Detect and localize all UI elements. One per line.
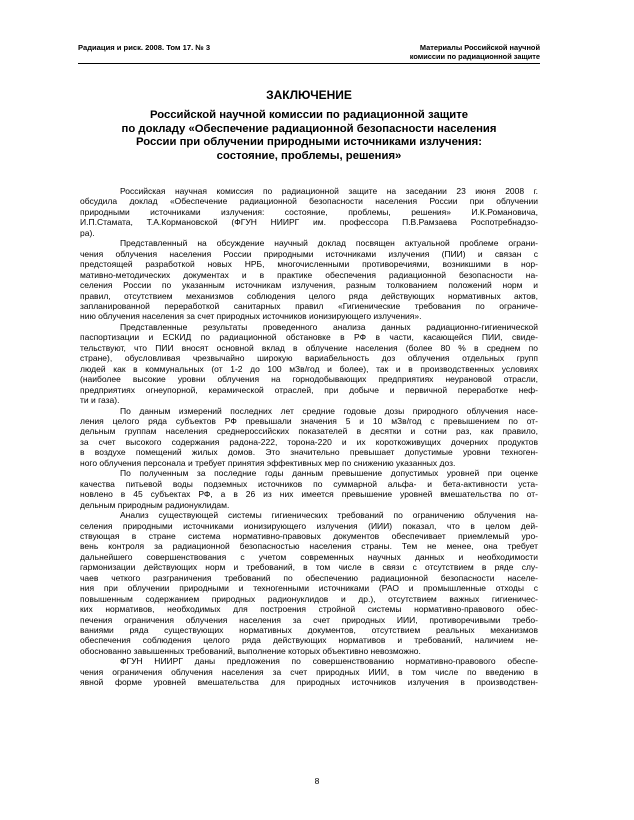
paragraph: [80, 322, 538, 406]
header-divider: [78, 63, 540, 64]
paragraph: [80, 406, 538, 469]
text-line: нию облучения населения за счет природных источников ионизирующего излучения».: [80, 311, 422, 322]
paragraph: [80, 656, 538, 687]
text-line: ФГУН НИИРГ даны предложения по совершенствованию нормативно-правового обеспе-: [120, 656, 538, 667]
paragraph: [80, 186, 538, 238]
document-title: ЗАКЛЮЧЕНИЕ: [266, 88, 352, 102]
text-line: селения России по указанным источникам излучения, разным толкованием положений норм и: [80, 280, 538, 291]
section-title-line: комиссии по радиационной защите: [409, 52, 540, 61]
text-line: Анализ существующей системы гигиенических требований по ограничению облучения на-: [120, 510, 538, 521]
text-line: паспортизации и ЕСКИД по радиационной обстановке в РФ в части, касающейся ПИИ, свиде-: [80, 332, 538, 343]
text-line: правил, отсутствием механизмов соблюдения целого ряда действующих нормативных актов,: [80, 290, 538, 301]
text-line: ти и газа).: [80, 395, 120, 406]
page-number: 8: [314, 776, 320, 786]
text-line: Российская научная комиссия по радиационной защите на заседании 23 июня 2008 г.: [120, 186, 538, 196]
text-line: чения ограничения облучения населения за счет природных ИИИ, в том числе по введению в: [80, 666, 538, 677]
text-line: дальнейшего совершенствования с учетом современных научных данных и необходимости: [80, 551, 538, 562]
text-line: стране), обусловливая чрезвычайно широкую вариабельность доз облучения отдельных групп: [80, 353, 538, 364]
text-line: Представленные результаты проведенного анализа данных радиационно-гигиенической: [120, 321, 538, 332]
text-line: природными источниками излучения: состояние, проблемы, решения» И.К.Романовича,: [80, 206, 538, 217]
text-line: чаев четкого разграничения требований по обеспечению радиационной безопасности населе-: [80, 572, 538, 583]
subtitle-line: состояние, проблемы, решения»: [216, 149, 402, 162]
text-line: обоснованно завышенных требований, выполнение которых объективно невозможно.: [80, 645, 421, 656]
text-line: людей как в коммунальных (от 1-2 до 100 мЗв/год и более), так и в производственных условиях: [80, 363, 538, 374]
text-line: гармонизации действующих норм и требований, в том числе в связи с отсутствием в ряде слу-: [80, 562, 538, 573]
text-line: предприятиях огнеупорной, керамической отраслей, при добыче и первичной переработке неф-: [80, 384, 538, 395]
text-line: явной форме уровней вмешательства для природных источников излучения в производствен-: [80, 677, 538, 688]
text-line: По данным измерений последних лет средние годовые дозы природного облучения насе-: [120, 405, 538, 416]
text-line: печения ограничения облучения населения за счет природных ИИИ, противоречивыми требо-: [80, 614, 538, 625]
text-line: (наиболее высокие уровни облучения на горнодобывающих предприятиях неурановой отрасли,: [80, 374, 538, 385]
text-line: предстоящей разработкой новых НРБ, многочисленными противоречиями, возникшими в нор-: [80, 259, 538, 270]
subtitle-line: Российской научной комиссии по радиационной защите: [149, 109, 469, 121]
text-line: дельным группам населения среднероссийских показателей в десятки и сотни раз, как правило,: [80, 426, 538, 437]
text-line: обсудила доклад «Обеспечение радиационной безопасности населения России при облучении: [80, 196, 538, 207]
text-line: ких нормативов, необходимых для построения стройной системы нормативно-правового обес-: [80, 604, 538, 615]
section-title: [410, 43, 540, 61]
text-line: ления целого ряда субъектов РФ превышали значения 5 и 10 мЗв/год с превышением по от-: [80, 415, 538, 426]
text-line: за счет высокого содержания радона-222, торона-220 и их короткоживущих дочерних продуктов: [80, 436, 538, 447]
paragraph: [80, 468, 538, 510]
journal-citation: Радиация и риск. 2008. Том 17. № 3: [78, 43, 211, 52]
document-subtitle: [78, 109, 540, 163]
text-line: ра).: [80, 227, 95, 238]
section-title-line: Материалы Российской научной: [419, 43, 540, 52]
text-line: в воздухе помещений жилых домов. Это значительно превышает допустимые уровни техноген-: [80, 447, 538, 458]
text-line: тельствуют, что ПИИ вносят основной вклад в облучение населения (более 80 % в среднем по: [80, 342, 538, 353]
text-line: По полученным за последние годы данным превышение допустимых уровней при оценке: [120, 468, 538, 479]
text-line: запланированной переработкой санитарных правил «Гигиенические требования по ограниче-: [80, 300, 538, 311]
text-line: ствующая в стране система нормативно-правовых документов обеспечивает приемлемый уро-: [80, 530, 538, 541]
paragraph: [80, 238, 538, 322]
text-line: чения облучения населения России природными источниками излучения (ПИИ) и связан с: [80, 248, 538, 259]
running-header: [78, 43, 540, 65]
text-line: ваниями ряда существующих нормативных документов, отсутствием реальных механизмов: [80, 625, 538, 636]
text-line: вень контроля за радиационной безопасностью населения страны. Тем не менее, она требует: [80, 541, 538, 552]
text-line: И.П.Стамата, Т.А.Кормановской (ФГУН НИИРГ им. профессора П.В.Рамзаева Роспотребнадзо-: [80, 217, 538, 228]
text-line: селения природными источниками ионизирующего излучения (ИИИ) показал, что в целом дей-: [80, 520, 538, 531]
text-line: ного облучения персонала и требует принятия эффективных мер по снижению указанных доз.: [80, 457, 456, 468]
text-line: обеспечения соблюдения целого ряда действующих нормативов и требований, наличием не-: [80, 635, 538, 646]
text-line: качества питьевой воды подземных источников по суммарной альфа- и бета-активности уста-: [80, 478, 538, 489]
paragraph: [80, 510, 538, 656]
text-line: мативно-методических документах и в практике обеспечения радиационной безопасности на-: [80, 269, 538, 280]
text-line: новлено в 45 субъектах РФ, а в 26 из них имеется превышение уровней вмешательства по от-: [80, 489, 538, 500]
text-line: Представленный на обсуждение научный доклад посвящен актуальной проблеме ограни-: [120, 238, 538, 249]
body-text: [80, 186, 538, 688]
subtitle-line: России при облучении природными источниками излучения:: [135, 136, 483, 149]
text-line: дельным природным радионуклидам.: [80, 499, 230, 510]
subtitle-line: по докладу «Обеспечение радиационной безопасности населения: [121, 122, 497, 135]
text-line: повышенным содержанием природных радионуклидов и др.), отсутствием важных гигиеничес-: [80, 593, 538, 604]
text-line: ния при облучении природными и техногенными источниками (РАО и промышленные отходы с: [80, 583, 538, 594]
